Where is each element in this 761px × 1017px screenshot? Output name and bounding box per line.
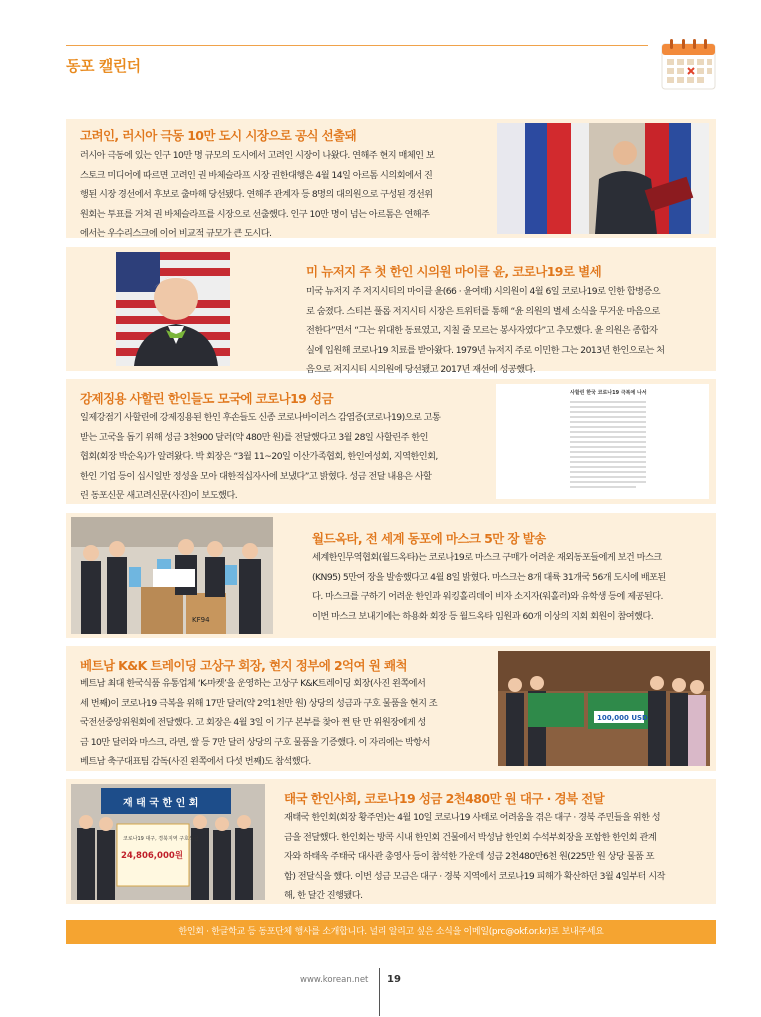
article-body: 베트남 최대 한국식품 유통업체 ‘K-마켓’을 운영하는 고상구 K&K트레이딩 회장(사진 왼쪽에서 세 번째)이 코로나19 극복을 위해 17만 달러(약 2억1천만 원) 상당의 성금과 구호 물품을 현지 조 국전선중앙위원회에 전달했다. 고 회장은 4월 3일 이 기구 본부를 찾아 쩐 탄 만 위원장에게 성 금 10만 달러와 마스크, 라면, 쌀 등 7만 달러 상당의 구호 물품을 기증했다. 이 자리에는 박항서 베트남 축구대표팀 감독(사진 왼쪽에서 다섯 번째)도 참석했다. [80, 678, 438, 768]
footer-url[interactable]: www.korean.net [300, 975, 369, 985]
article-title: 태국 한인사회, 코로나19 성금 2천480만 원 대구 · 경북 전달 [284, 791, 605, 806]
photo-mask-shipment [71, 517, 273, 634]
article-1 [66, 119, 716, 238]
article-title: 베트남 K&K 트레이딩 고상구 회장, 현지 정부에 2억여 원 쾌척 [80, 658, 407, 673]
article-body: 세계한인무역협회(월드옥타)는 코로나19로 마스크 구매가 어려운 재외동포들에게 보건 마스크 (KN95) 5만여 장을 발송했다고 4월 8일 밝혔다. 마스크는 8개 대륙 31개국 56개 도시에 배포된 다. 마스크를 구하기 어려운 한인과 워킹홀리데이 비자 소지자(워홀러)와 유학생 등에 제공된다. 이번 마스크 보내기에는 하용화 회장 등 월드옥타 임원과 60개 이상의 지회 회원이 참여했다. [312, 552, 666, 622]
header-rule [66, 45, 648, 46]
newspaper-headline: 사할린 한국 코로나19 극복에 나서 [570, 390, 647, 396]
photo-thai-donation [71, 784, 265, 900]
article-body: 러시아 극동에 있는 인구 10만 명 규모의 도시에서 고려인 시장이 나왔다. 연해주 현지 매체인 보 스토크 미디어에 따르면 고려인 권 바체슬라프 시장 권한대행은 4월 14일 아르톰 시의회에서 진 행된 시장 경선에서 후보로 출마해 당선됐다. 연해주 관계자 등 8명의 대의원으로 구성된 경선위 원회는 투표를 거쳐 권 바체슬라프를 시장으로 선출했다. 인구 10만 명이 넘는 아르톰은 연해주 에서는 우수리스크에 이어 비교적 규모가 큰 도시다. [80, 150, 435, 240]
sign-org: 재 태 국 한 인 회 [123, 798, 199, 809]
board-title: 코로나19 대구, 경북지역 구호성금 [123, 836, 199, 842]
article-body: 일제강점기 사할린에 강제징용된 한인 후손들도 신종 코로나바이러스 감염증(코로나19)으로 고통 받는 고국을 돕기 위해 성금 3천900 달러(약 480만 원)를 전달했다고 3월 28일 사할린주 한인 협회(회장 박순옥)가 알려왔다. 박 회장은 “3월 11~20일 이산가족협회, 한인여성회, 지역한인회, 한인 기업 등이 십시일반 정성을 모아 대한적십자사에 보냈다”고 밝혔다. 성금 전달 내용은 사할 린 동포신문 새고려신문(사진)이 보도했다. [80, 412, 441, 502]
footer-divider [379, 968, 380, 1016]
article-5 [66, 646, 716, 771]
article-2 [66, 247, 716, 376]
article-body: 미국 뉴저지 주 저지시티의 마이클 윤(66 · 윤여태) 시의원이 4월 6일 코로나19로 인한 합병증으 로 숨졌다. 스티븐 풀롭 저지시티 시장은 트위터를 통해 “윤 의원의 별세 소식을 무거운 마음으로 전한다”면서 “그는 위대한 동료였고, 지칠 줄 모르는 봉사자였다”고 추모했다. 윤 의원은 종합자 실에 입원해 코로나19 치료를 받아왔다. 1979년 뉴저지 주로 이민한 그는 2013년 한인으로는 처 음으로 저지시티 시의원에 당선됐고 2017년 재선에 성공했다. [306, 286, 665, 376]
page-number: 19 [387, 974, 401, 985]
photo-mayor-speech [497, 123, 709, 234]
article-title: 강제징용 사할린 한인들도 모국에 코로나19 성금 [80, 391, 333, 406]
article-4 [66, 513, 716, 638]
section-title: 동포 캘린더 [66, 57, 141, 75]
board-amount: 24,806,000원 [121, 851, 183, 861]
donation-amount: 100,000 USD [597, 714, 648, 722]
photo-newspaper-clipping [496, 384, 709, 499]
article-title: 고려인, 러시아 극동 10만 도시 시장으로 공식 선출돼 [80, 128, 357, 143]
article-title: 월드옥타, 전 세계 동포에 마스크 5만 장 발송 [312, 531, 546, 546]
calendar-icon [661, 38, 716, 90]
article-3 [66, 379, 716, 504]
photo-michael-yun [116, 252, 230, 366]
submission-banner: 한인회 · 한글학교 등 동포단체 행사를 소개합니다. 널리 알리고 싶은 소식을 이메일(prc@okf.or.kr)로 보내주세요 [66, 920, 716, 944]
article-body: 재태국 한인회(회장 황주연)는 4월 10일 코로나19 사태로 어려움을 겪은 대구 · 경북 주민들을 위한 성 금을 전달했다. 한인회는 방콕 시내 한인회 건물에서 박성남 한인회 수석부회장을 포함한 한인회 관계 자와 하태욱 주태국 대사관 총영사 등이 참석한 가운데 성금 2천480만6천 원(225만 원 상당 물품 포 함) 전달식을 했다. 이번 성금 모금은 대구 · 경북 지역에서 코로나19 피해가 확산하던 3월 4일부터 시작 해, 한 달간 진행됐다. [284, 812, 665, 902]
mask-box-label: KF94 [192, 616, 210, 624]
article-6 [66, 779, 716, 904]
article-title: 미 뉴저지 주 첫 한인 시의원 마이클 윤, 코로나19로 별세 [306, 264, 602, 279]
photo-kk-donation [498, 651, 710, 766]
